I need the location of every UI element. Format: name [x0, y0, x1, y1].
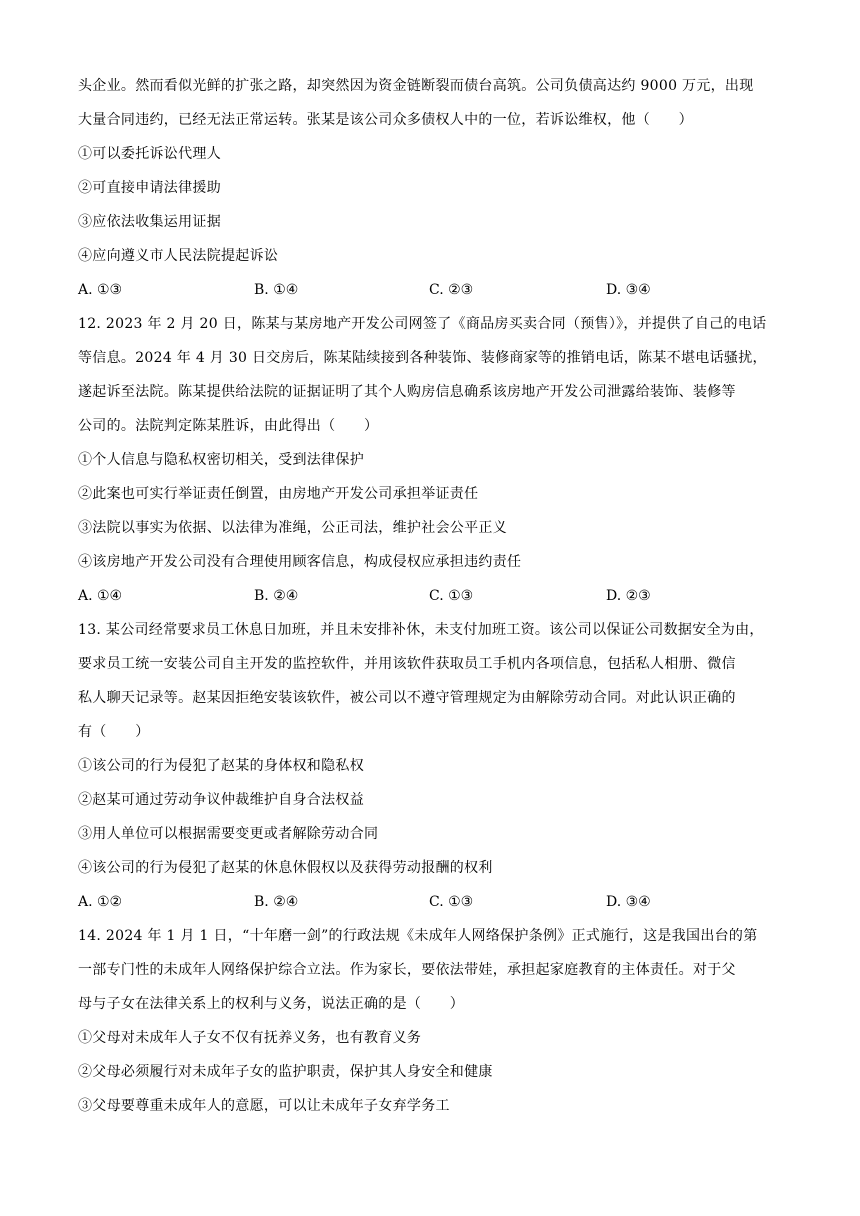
q11-statement-2: ②可直接申请法律援助: [78, 180, 221, 196]
q12-options: [78, 586, 778, 606]
q13-option-d: D. ③④: [606, 894, 651, 910]
q13-options: [78, 892, 778, 912]
q14-stem-line-3: 母与子女在法律关系上的权利与义务，说法正确的是（ ）: [78, 996, 465, 1012]
q12-statement-2: ②此案也可实行举证责任倒置，由房地产开发公司承担举证责任: [78, 486, 479, 502]
q12-option-d: D. ②③: [606, 588, 651, 604]
q11-statement-1: ①可以委托诉讼代理人: [78, 146, 221, 162]
q11-statement-3: ③应依法收集运用证据: [78, 214, 221, 230]
q12-option-c: C. ①③: [429, 588, 474, 604]
q13-option-c: C. ①③: [429, 894, 474, 910]
q11-stem-line-2: 大量合同违约，已经无法正常运转。张某是该公司众多债权人中的一位，若诉讼维权，他（ ）: [78, 112, 693, 128]
q13-statement-4: ④该公司的行为侵犯了赵某的休息休假权以及获得劳动报酬的权利: [78, 860, 493, 876]
q13-statement-1: ①该公司的行为侵犯了赵某的身体权和隐私权: [78, 758, 364, 774]
q12-statement-4: ④该房地产开发公司没有合理使用顾客信息，构成侵权应承担违约责任: [78, 554, 522, 570]
q11-options: [78, 280, 778, 300]
q13-statement-3: ③用人单位可以根据需要变更或者解除劳动合同: [78, 826, 379, 842]
q13-stem-line-1: 13. 某公司经常要求员工休息日加班，并且未安排补休，未支付加班工资。该公司以保证公司数据安全为由，: [78, 622, 764, 638]
q11-option-b: B. ①④: [254, 282, 299, 298]
q12-stem-line-1: 12. 2023 年 2 月 20 日，陈某与某房地产开发公司网签了《商品房买卖合同（预售）》，并提供了自己的电话: [78, 316, 767, 332]
q13-statement-2: ②赵某可通过劳动争议仲裁维护自身合法权益: [78, 792, 364, 808]
q12-option-a: A. ①④: [78, 588, 123, 604]
q12-statement-3: ③法院以事实为依据、以法律为准绳，公正司法，维护社会公平正义: [78, 520, 507, 536]
q14-stem-line-1: 14. 2024 年 1 月 1 日，“十年磨一剑”的行政法规《未成年人网络保护条例》正式施行，这是我国出台的第: [78, 928, 758, 944]
q11-option-c: C. ②③: [429, 282, 474, 298]
q14-statement-2: ②父母必须履行对未成年子女的监护职责，保护其人身安全和健康: [78, 1064, 493, 1080]
q12-stem-line-3: 遂起诉至法院。陈某提供给法院的证据证明了其个人购房信息确系该房地产开发公司泄露给装饰、装修等: [78, 384, 736, 400]
q13-stem-line-2: 要求员工统一安装公司自主开发的监控软件，并用该软件获取员工手机内各项信息，包括私人相册、微信: [78, 656, 736, 672]
q11-option-d: D. ③④: [606, 282, 651, 298]
q13-option-a: A. ①②: [78, 894, 123, 910]
q13-option-b: B. ②④: [254, 894, 299, 910]
q14-statement-3: ③父母要尊重未成年人的意愿，可以让未成年子女弃学务工: [78, 1098, 450, 1114]
q12-stem-line-2: 等信息。2024 年 4 月 30 日交房后，陈某陆续接到各种装饰、装修商家等的推销电话，陈某不堪电话骚扰，: [78, 350, 767, 366]
q12-statement-1: ①个人信息与隐私权密切相关，受到法律保护: [78, 452, 364, 468]
q13-stem-line-4: 有（ ）: [78, 724, 150, 740]
q13-stem-line-3: 私人聊天记录等。赵某因拒绝安装该软件，被公司以不遵守管理规定为由解除劳动合同。对此认识正确的: [78, 690, 736, 706]
q12-option-b: B. ②④: [254, 588, 299, 604]
q11-stem-line-1: 头企业。然而看似光鲜的扩张之路，却突然因为资金链断裂而债台高筑。公司负债高达约 9000 万元，出现: [78, 78, 754, 94]
q14-statement-1: ①父母对未成年人子女不仅有抚养义务，也有教育义务: [78, 1030, 422, 1046]
q11-option-a: A. ①③: [78, 282, 123, 298]
q12-stem-line-4: 公司的。法院判定陈某胜诉，由此得出（ ）: [78, 418, 379, 434]
q11-statement-4: ④应向遵义市人民法院提起诉讼: [78, 248, 279, 264]
q14-stem-line-2: 一部专门性的未成年人网络保护综合立法。作为家长，要依法带娃，承担起家庭教育的主体责任。对于父: [78, 962, 736, 978]
